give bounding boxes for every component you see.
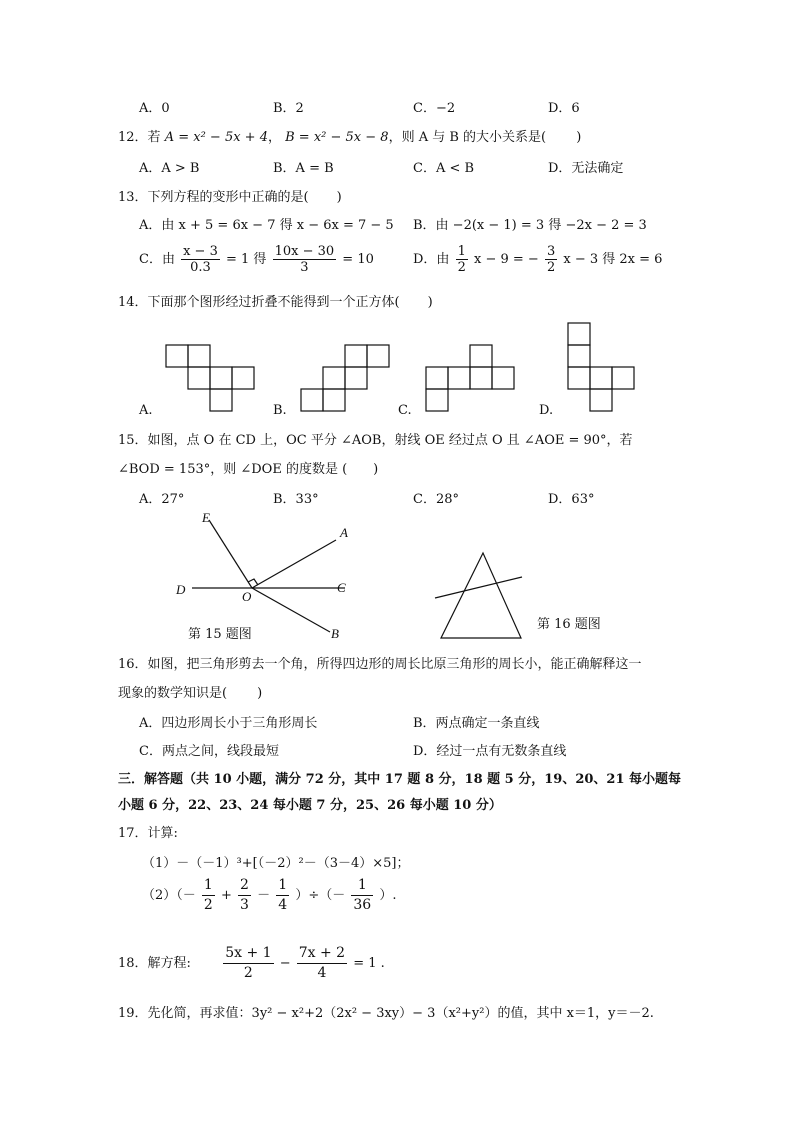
q18-f1-numerator: 5x + 1 (223, 944, 273, 964)
q13-d-f1-denominator: 2 (457, 260, 466, 275)
point-b-label: B (331, 626, 339, 641)
q15-line-2 (118, 458, 378, 477)
q13-d-f1-numerator: 1 (457, 244, 466, 259)
q12-option-c: C．A < B (413, 161, 475, 176)
q13-d-mid: x − 9 = − (474, 252, 539, 267)
q15-close-paren: ) (373, 462, 379, 477)
q13-option-a: A．由 x + 5 = 6x − 7 得 x − 6x = 7 − 5 (139, 218, 394, 233)
q12-text-2: ，则 A 与 B 的大小关系是( (388, 130, 547, 145)
q15-option-a: A．27° (139, 492, 185, 507)
q12-b-definition: B = x² − 5x − 8 (285, 130, 389, 145)
q18-equation (118, 944, 385, 983)
net-d (568, 323, 634, 411)
q18-label: 18．解方程: (118, 956, 191, 971)
q16-line-2-text: 现象的数学知识是( (118, 686, 228, 701)
section-3-heading-line-1: 三．解答题（共 10 小题，满分 72 分，其中 17 题 8 分，18 题 5 分，19、20、21 每小题每 (118, 772, 682, 787)
q14-label-c: C. (398, 403, 412, 418)
section-3-heading-line-2: 小题 6 分，22、23、24 每小题 7 分，25、26 每小题 10 分） (118, 798, 502, 813)
q15-option-c: C．28° (413, 492, 459, 507)
q14-cube-nets (0, 0, 793, 430)
q17-stem: 17．计算: (118, 826, 178, 841)
q15-option-d: D．63° (548, 492, 595, 507)
triangle (441, 553, 521, 638)
q18-fraction-1 (223, 944, 273, 983)
q13-c-f2-numerator: 10x − 30 (274, 244, 335, 259)
q15-option-b: B．33° (273, 492, 319, 507)
point-o-label: O (242, 589, 252, 604)
q17-p2-f2-denominator: 3 (240, 897, 249, 913)
q16-close-paren: ) (257, 686, 263, 701)
q16-option-c: C．两点之间，线段最短 (139, 744, 279, 759)
q17-part-1: （1）－（－1）³+[（－2）²－（3－4）×5]； (142, 856, 410, 871)
q14-close-paren: ) (427, 295, 433, 310)
q13-c-mid: = 1 得 (226, 252, 267, 267)
q17-p2-minus: － (257, 888, 271, 903)
q12-option-a: A．A > B (139, 161, 200, 176)
q18-f2-denominator: 4 (317, 965, 327, 981)
q17-p2-fraction-2 (238, 876, 251, 915)
q13-d-f2-denominator: 2 (546, 260, 556, 275)
q12-a-definition: A = x² − 5x + 4 (164, 130, 268, 145)
q18-f1-denominator: 2 (243, 965, 253, 981)
q13-close-paren: ) (336, 190, 342, 205)
q11-option-c: C．−2 (413, 101, 456, 116)
q15-figure-caption: 第 15 题图 (188, 627, 252, 642)
cut-line (435, 577, 522, 598)
q12-stem: 12．若 A = x² − 5x + 4， B = x² − 5x − 8，则 A 与 B 的大小关系是( ) (118, 130, 582, 145)
q13-option-b: B．由 −2(x − 1) = 3 得 −2x − 2 = 3 (413, 218, 647, 233)
q17-p2-f3-numerator: 1 (276, 876, 289, 896)
q13-d-end: x − 3 得 2x = 6 (563, 252, 663, 267)
q12-text-1: 若 (147, 130, 161, 145)
q17-p2-f4-numerator: 1 (351, 876, 373, 896)
q17-p2-f4-denominator: 36 (353, 897, 372, 913)
q18-end: = 1 . (353, 956, 385, 971)
q17-p2-f2-numerator: 2 (238, 876, 251, 896)
q18-fraction-2 (297, 944, 347, 983)
q17-part-2 (142, 876, 396, 915)
q13-c-f2-denominator: 3 (300, 260, 309, 275)
q16-option-b: B．两点确定一条直线 (413, 716, 540, 731)
q12-close-paren: ) (576, 130, 582, 145)
q13-c-end: = 10 (342, 252, 374, 267)
q11-option-d: D．6 (548, 101, 580, 116)
q16-figure-caption: 第 16 题图 (537, 617, 601, 632)
q13-c-f1-numerator: x − 3 (183, 244, 218, 259)
point-a-label: A (340, 525, 348, 540)
q16-line-1: 16．如图，把三角形剪去一个角，所得四边形的周长比原三角形的周长小，能正确解释这一 (118, 657, 642, 672)
q13-c-label: C．由 (139, 252, 175, 267)
ray-oa (252, 540, 336, 588)
net-a (166, 345, 254, 411)
point-e-label: E (202, 510, 210, 525)
q14-label-b: B. (273, 403, 287, 418)
q17-p2-fraction-1 (202, 876, 215, 915)
q15-line-1: 15．如图，点 O 在 CD 上，OC 平分 ∠AOB，射线 OE 经过点 O 且 ∠AOE = 90°，若 (118, 433, 633, 448)
q14-label-d: D. (539, 403, 554, 418)
q17-p2-f1-denominator: 2 (203, 897, 213, 913)
q17-p2-fraction-3 (276, 876, 289, 915)
q12-number: 12． (118, 130, 148, 145)
q15-line-2-text: ∠BOD = 153°，则 ∠DOE 的度数是 ( (118, 462, 348, 477)
point-d-label: D (176, 582, 186, 597)
q11-option-b: B．2 (273, 101, 304, 116)
q16-option-a: A．四边形周长小于三角形周长 (139, 716, 318, 731)
q12-option-b: B．A = B (273, 161, 334, 176)
q13-c-f1-denominator: 0.3 (190, 260, 211, 275)
q19-text: 19．先化简，再求值：3y² − x²+2（2x² − 3xy）− 3（x²+y²）的值，其中 x＝1，y＝－2. (118, 1006, 654, 1021)
q17-p2-end: ）. (379, 888, 397, 903)
q17-p2-plus: + (220, 888, 232, 903)
q14-stem-text: 14．下面那个图形经过折叠不能得到一个正方体( (118, 295, 400, 310)
net-b (301, 345, 389, 411)
q16-line-2 (118, 682, 262, 701)
q17-p2-f3-denominator: 4 (278, 897, 288, 913)
q13-d-label: D．由 (413, 252, 450, 267)
q17-p2-fraction-4 (351, 876, 373, 915)
q17-p2-divide: ）÷（－ (295, 888, 346, 903)
ray-oe (209, 520, 252, 588)
q12-option-d: D．无法确定 (548, 161, 624, 176)
net-c (426, 345, 514, 411)
ray-ob (252, 588, 330, 632)
q16-option-d: D．经过一点有无数条直线 (413, 744, 567, 759)
q13-stem-text: 13．下列方程的变形中正确的是( (118, 190, 309, 205)
point-c-label: C (337, 580, 346, 595)
q18-minus: − (279, 956, 291, 971)
q18-f2-numerator: 7x + 2 (297, 944, 347, 964)
q17-p2-start: （2）（－ (142, 888, 196, 903)
q13-d-f2-numerator: 3 (546, 244, 556, 259)
q11-option-a: A．0 (139, 101, 170, 116)
q17-p2-f1-numerator: 1 (202, 876, 215, 896)
q14-label-a: A. (139, 403, 153, 418)
